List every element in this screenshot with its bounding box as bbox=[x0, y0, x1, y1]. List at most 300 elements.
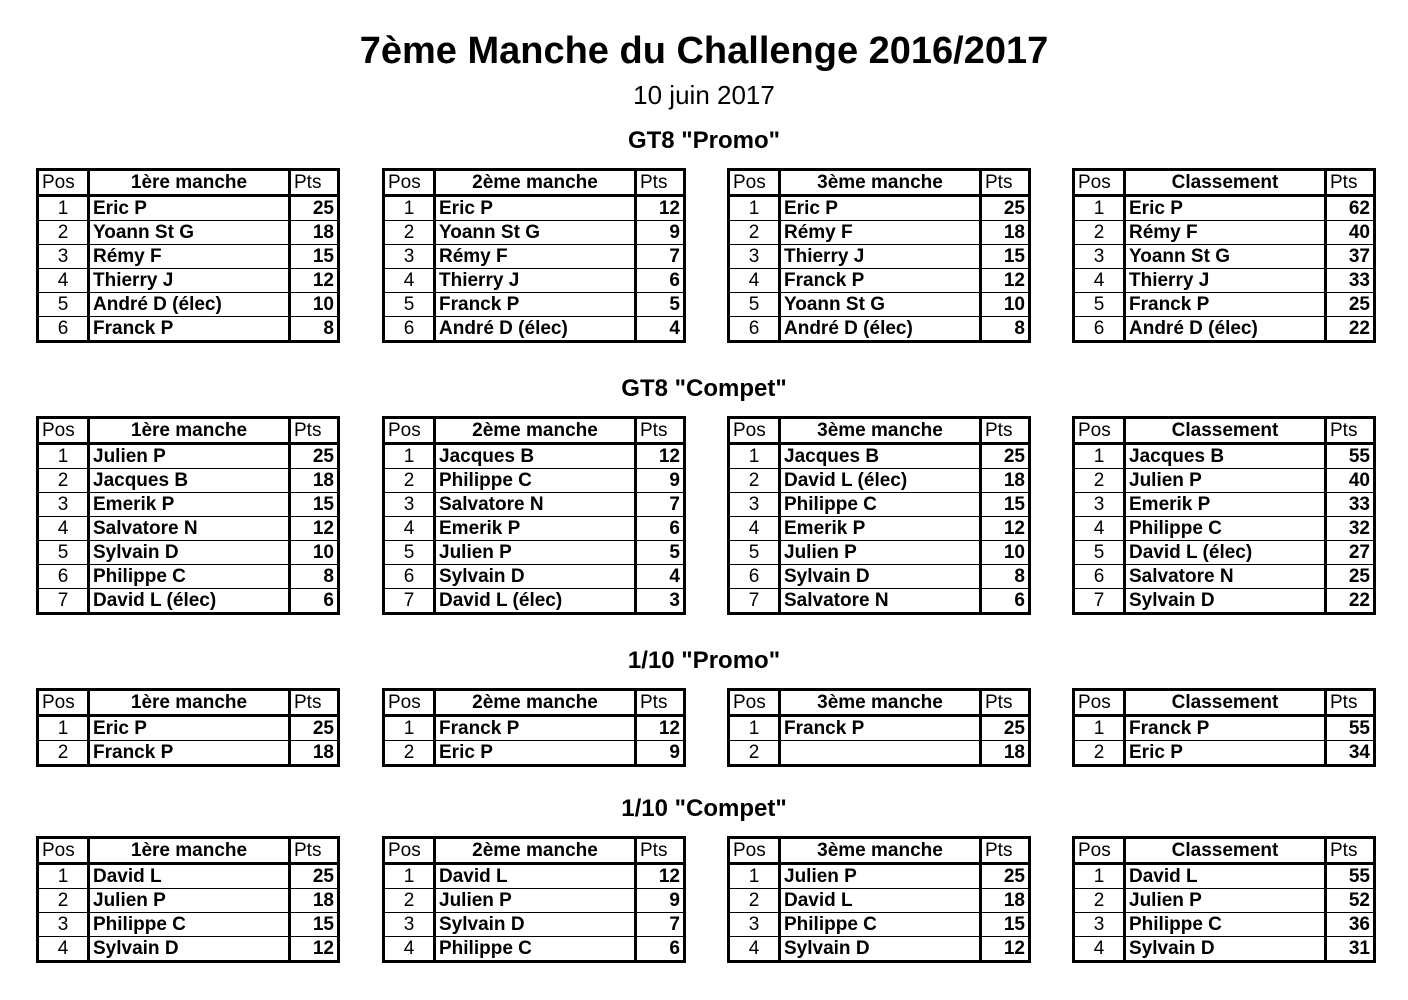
points-cell: 10 bbox=[290, 293, 339, 317]
column-header-round: 3ème manche bbox=[780, 838, 981, 864]
position-cell: 1 bbox=[729, 716, 780, 741]
column-header-round: 3ème manche bbox=[780, 690, 981, 716]
results-table-manche-2 bbox=[382, 416, 686, 615]
position-cell: 3 bbox=[729, 493, 780, 517]
column-header-pos: Pos bbox=[384, 838, 435, 864]
points-cell: 6 bbox=[636, 937, 685, 962]
position-cell: 5 bbox=[1074, 541, 1125, 565]
position-cell: 2 bbox=[38, 889, 89, 913]
driver-name-cell: Eric P bbox=[780, 196, 981, 221]
position-cell: 4 bbox=[1074, 937, 1125, 962]
position-cell: 3 bbox=[384, 913, 435, 937]
points-cell: 8 bbox=[981, 317, 1030, 342]
driver-name-cell: André D (élec) bbox=[89, 293, 290, 317]
position-cell: 1 bbox=[384, 864, 435, 889]
position-cell: 6 bbox=[729, 565, 780, 589]
column-header-round: Classement bbox=[1125, 418, 1326, 444]
points-cell: 10 bbox=[981, 541, 1030, 565]
table-row bbox=[38, 864, 339, 889]
points-cell: 25 bbox=[981, 196, 1030, 221]
driver-name-cell: Eric P bbox=[89, 716, 290, 741]
table-row bbox=[38, 889, 339, 913]
table-row bbox=[384, 221, 685, 245]
column-header-pts: Pts bbox=[1326, 838, 1375, 864]
column-header-round: 2ème manche bbox=[435, 690, 636, 716]
driver-name-cell: Julien P bbox=[780, 541, 981, 565]
position-cell: 2 bbox=[1074, 221, 1125, 245]
results-table-manche-2 bbox=[382, 688, 686, 767]
column-header-pts: Pts bbox=[290, 838, 339, 864]
table-row bbox=[384, 293, 685, 317]
column-header-round: 1ère manche bbox=[89, 690, 290, 716]
points-cell: 25 bbox=[1326, 293, 1375, 317]
table-row bbox=[1074, 913, 1375, 937]
points-cell: 27 bbox=[1326, 541, 1375, 565]
table-row bbox=[729, 245, 1030, 269]
table-row bbox=[384, 317, 685, 342]
results-table-manche-2 bbox=[382, 836, 686, 963]
position-cell: 2 bbox=[729, 889, 780, 913]
driver-name-cell: Rémy F bbox=[89, 245, 290, 269]
position-cell: 3 bbox=[384, 493, 435, 517]
column-header-round: 1ère manche bbox=[89, 170, 290, 196]
table-row bbox=[729, 864, 1030, 889]
position-cell: 2 bbox=[384, 469, 435, 493]
table-header-row bbox=[384, 418, 685, 444]
results-table-manche-1 bbox=[36, 168, 340, 343]
page-title: 7ème Manche du Challenge 2016/2017 bbox=[359, 30, 1049, 72]
driver-name-cell: Julien P bbox=[89, 889, 290, 913]
driver-name-cell: Franck P bbox=[780, 716, 981, 741]
column-header-pos: Pos bbox=[1074, 690, 1125, 716]
points-cell: 33 bbox=[1326, 269, 1375, 293]
table-row bbox=[1074, 589, 1375, 614]
driver-name-cell: Sylvain D bbox=[89, 541, 290, 565]
driver-name-cell: David L bbox=[1125, 864, 1326, 889]
points-cell: 25 bbox=[981, 444, 1030, 469]
points-cell: 18 bbox=[981, 469, 1030, 493]
column-header-pts: Pts bbox=[636, 418, 685, 444]
column-header-round: 3ème manche bbox=[780, 418, 981, 444]
driver-name-cell: Philippe C bbox=[435, 937, 636, 962]
driver-name-cell: Emerik P bbox=[780, 517, 981, 541]
table-row bbox=[729, 269, 1030, 293]
position-cell: 1 bbox=[38, 444, 89, 469]
points-cell: 55 bbox=[1326, 444, 1375, 469]
column-header-pos: Pos bbox=[384, 170, 435, 196]
driver-name-cell: Jacques B bbox=[1125, 444, 1326, 469]
position-cell: 1 bbox=[1074, 444, 1125, 469]
driver-name-cell: Julien P bbox=[89, 444, 290, 469]
table-row bbox=[729, 913, 1030, 937]
section-title: GT8 "Compet" bbox=[621, 375, 787, 402]
points-cell: 34 bbox=[1326, 741, 1375, 766]
points-cell: 7 bbox=[636, 913, 685, 937]
driver-name-cell: Franck P bbox=[89, 741, 290, 766]
driver-name-cell bbox=[780, 741, 981, 766]
position-cell: 3 bbox=[729, 913, 780, 937]
points-cell: 4 bbox=[636, 565, 685, 589]
driver-name-cell: Eric P bbox=[435, 196, 636, 221]
results-table-classement bbox=[1072, 688, 1376, 767]
driver-name-cell: Sylvain D bbox=[89, 937, 290, 962]
table-row bbox=[38, 196, 339, 221]
table-header-row bbox=[1074, 170, 1375, 196]
table-row bbox=[384, 716, 685, 741]
position-cell: 6 bbox=[1074, 565, 1125, 589]
column-header-pos: Pos bbox=[384, 418, 435, 444]
points-cell: 18 bbox=[981, 741, 1030, 766]
position-cell: 1 bbox=[729, 196, 780, 221]
points-cell: 40 bbox=[1326, 469, 1375, 493]
position-cell: 1 bbox=[38, 864, 89, 889]
driver-name-cell: Yoann St G bbox=[89, 221, 290, 245]
table-row bbox=[38, 517, 339, 541]
section-title: 1/10 "Compet" bbox=[621, 795, 787, 822]
driver-name-cell: Franck P bbox=[435, 293, 636, 317]
column-header-pts: Pts bbox=[1326, 690, 1375, 716]
table-row bbox=[729, 716, 1030, 741]
points-cell: 10 bbox=[290, 541, 339, 565]
column-header-pos: Pos bbox=[729, 418, 780, 444]
position-cell: 5 bbox=[1074, 293, 1125, 317]
table-row bbox=[38, 317, 339, 342]
position-cell: 4 bbox=[384, 517, 435, 541]
table-row bbox=[38, 716, 339, 741]
driver-name-cell: Philippe C bbox=[435, 469, 636, 493]
driver-name-cell: David L bbox=[89, 864, 290, 889]
table-header-row bbox=[384, 170, 685, 196]
position-cell: 5 bbox=[384, 541, 435, 565]
points-cell: 12 bbox=[981, 517, 1030, 541]
driver-name-cell: Salvatore N bbox=[435, 493, 636, 517]
points-cell: 6 bbox=[636, 517, 685, 541]
points-cell: 12 bbox=[981, 269, 1030, 293]
table-row bbox=[384, 913, 685, 937]
points-cell: 6 bbox=[981, 589, 1030, 614]
position-cell: 5 bbox=[729, 541, 780, 565]
points-cell: 32 bbox=[1326, 517, 1375, 541]
column-header-round: 2ème manche bbox=[435, 838, 636, 864]
column-header-pts: Pts bbox=[290, 690, 339, 716]
position-cell: 4 bbox=[1074, 269, 1125, 293]
column-header-pos: Pos bbox=[1074, 418, 1125, 444]
position-cell: 1 bbox=[729, 444, 780, 469]
results-table-classement bbox=[1072, 168, 1376, 343]
points-cell: 10 bbox=[981, 293, 1030, 317]
column-header-pos: Pos bbox=[38, 690, 89, 716]
table-header-row bbox=[1074, 418, 1375, 444]
column-header-round: 1ère manche bbox=[89, 418, 290, 444]
driver-name-cell: Rémy F bbox=[1125, 221, 1326, 245]
points-cell: 6 bbox=[636, 269, 685, 293]
table-row bbox=[38, 269, 339, 293]
table-row bbox=[1074, 293, 1375, 317]
driver-name-cell: Franck P bbox=[780, 269, 981, 293]
driver-name-cell: David L (élec) bbox=[435, 589, 636, 614]
points-cell: 9 bbox=[636, 469, 685, 493]
position-cell: 7 bbox=[384, 589, 435, 614]
points-cell: 37 bbox=[1326, 245, 1375, 269]
table-row bbox=[38, 913, 339, 937]
points-cell: 18 bbox=[981, 221, 1030, 245]
table-row bbox=[384, 589, 685, 614]
points-cell: 5 bbox=[636, 541, 685, 565]
table-header-row bbox=[38, 838, 339, 864]
points-cell: 25 bbox=[290, 716, 339, 741]
table-row bbox=[729, 469, 1030, 493]
table-row bbox=[38, 565, 339, 589]
table-row bbox=[384, 245, 685, 269]
position-cell: 5 bbox=[384, 293, 435, 317]
driver-name-cell: Philippe C bbox=[89, 565, 290, 589]
position-cell: 5 bbox=[729, 293, 780, 317]
column-header-pos: Pos bbox=[38, 170, 89, 196]
driver-name-cell: Eric P bbox=[1125, 196, 1326, 221]
position-cell: 4 bbox=[729, 937, 780, 962]
position-cell: 6 bbox=[384, 317, 435, 342]
column-header-round: 1ère manche bbox=[89, 838, 290, 864]
table-row bbox=[729, 589, 1030, 614]
results-table-manche-1 bbox=[36, 416, 340, 615]
driver-name-cell: Sylvain D bbox=[435, 565, 636, 589]
points-cell: 33 bbox=[1326, 493, 1375, 517]
table-row bbox=[729, 293, 1030, 317]
table-row bbox=[384, 444, 685, 469]
results-table-classement bbox=[1072, 836, 1376, 963]
table-row bbox=[384, 493, 685, 517]
driver-name-cell: Eric P bbox=[1125, 741, 1326, 766]
driver-name-cell: Philippe C bbox=[1125, 913, 1326, 937]
section-title: 1/10 "Promo" bbox=[627, 647, 781, 674]
driver-name-cell: André D (élec) bbox=[435, 317, 636, 342]
driver-name-cell: Julien P bbox=[435, 889, 636, 913]
position-cell: 2 bbox=[38, 469, 89, 493]
column-header-pos: Pos bbox=[38, 838, 89, 864]
points-cell: 12 bbox=[636, 196, 685, 221]
table-row bbox=[1074, 444, 1375, 469]
table-row bbox=[38, 493, 339, 517]
results-table-manche-3 bbox=[727, 836, 1031, 963]
points-cell: 12 bbox=[290, 269, 339, 293]
position-cell: 3 bbox=[1074, 245, 1125, 269]
driver-name-cell: André D (élec) bbox=[1125, 317, 1326, 342]
position-cell: 7 bbox=[729, 589, 780, 614]
position-cell: 7 bbox=[1074, 589, 1125, 614]
position-cell: 1 bbox=[1074, 716, 1125, 741]
position-cell: 2 bbox=[384, 221, 435, 245]
position-cell: 2 bbox=[384, 889, 435, 913]
driver-name-cell: Jacques B bbox=[780, 444, 981, 469]
position-cell: 3 bbox=[38, 245, 89, 269]
driver-name-cell: Rémy F bbox=[435, 245, 636, 269]
driver-name-cell: Sylvain D bbox=[435, 913, 636, 937]
points-cell: 15 bbox=[981, 913, 1030, 937]
position-cell: 4 bbox=[384, 269, 435, 293]
table-row bbox=[38, 469, 339, 493]
position-cell: 1 bbox=[1074, 196, 1125, 221]
table-row bbox=[1074, 889, 1375, 913]
column-header-pts: Pts bbox=[981, 690, 1030, 716]
position-cell: 4 bbox=[384, 937, 435, 962]
points-cell: 12 bbox=[290, 517, 339, 541]
points-cell: 12 bbox=[636, 444, 685, 469]
driver-name-cell: Philippe C bbox=[1125, 517, 1326, 541]
position-cell: 1 bbox=[729, 864, 780, 889]
position-cell: 2 bbox=[729, 221, 780, 245]
table-row bbox=[384, 469, 685, 493]
points-cell: 9 bbox=[636, 889, 685, 913]
position-cell: 1 bbox=[384, 716, 435, 741]
driver-name-cell: Thierry J bbox=[435, 269, 636, 293]
position-cell: 1 bbox=[384, 196, 435, 221]
table-row bbox=[384, 889, 685, 913]
points-cell: 15 bbox=[290, 913, 339, 937]
position-cell: 4 bbox=[38, 517, 89, 541]
points-cell: 12 bbox=[636, 864, 685, 889]
table-header-row bbox=[1074, 690, 1375, 716]
table-row bbox=[729, 317, 1030, 342]
column-header-pts: Pts bbox=[1326, 170, 1375, 196]
table-row bbox=[729, 221, 1030, 245]
driver-name-cell: Sylvain D bbox=[1125, 589, 1326, 614]
position-cell: 3 bbox=[384, 245, 435, 269]
driver-name-cell: Yoann St G bbox=[780, 293, 981, 317]
points-cell: 55 bbox=[1326, 864, 1375, 889]
table-row bbox=[384, 864, 685, 889]
table-header-row bbox=[729, 838, 1030, 864]
column-header-round: Classement bbox=[1125, 170, 1326, 196]
column-header-pos: Pos bbox=[38, 418, 89, 444]
position-cell: 3 bbox=[38, 493, 89, 517]
driver-name-cell: Eric P bbox=[89, 196, 290, 221]
driver-name-cell: Thierry J bbox=[89, 269, 290, 293]
driver-name-cell: Rémy F bbox=[780, 221, 981, 245]
column-header-round: 2ème manche bbox=[435, 418, 636, 444]
driver-name-cell: Philippe C bbox=[780, 913, 981, 937]
table-row bbox=[1074, 565, 1375, 589]
points-cell: 12 bbox=[290, 937, 339, 962]
section-title: GT8 "Promo" bbox=[627, 127, 781, 154]
position-cell: 6 bbox=[38, 565, 89, 589]
points-cell: 40 bbox=[1326, 221, 1375, 245]
table-row bbox=[1074, 716, 1375, 741]
points-cell: 52 bbox=[1326, 889, 1375, 913]
driver-name-cell: Julien P bbox=[780, 864, 981, 889]
driver-name-cell: David L (élec) bbox=[89, 589, 290, 614]
event-date: 10 juin 2017 bbox=[633, 80, 775, 110]
driver-name-cell: Sylvain D bbox=[780, 937, 981, 962]
points-cell: 8 bbox=[981, 565, 1030, 589]
points-cell: 18 bbox=[290, 469, 339, 493]
table-row bbox=[1074, 741, 1375, 766]
position-cell: 2 bbox=[38, 741, 89, 766]
results-table-manche-1 bbox=[36, 836, 340, 963]
table-row bbox=[729, 196, 1030, 221]
driver-name-cell: Julien P bbox=[1125, 469, 1326, 493]
position-cell: 4 bbox=[729, 269, 780, 293]
table-row bbox=[1074, 864, 1375, 889]
table-row bbox=[38, 293, 339, 317]
points-cell: 4 bbox=[636, 317, 685, 342]
table-row bbox=[1074, 317, 1375, 342]
column-header-round: 3ème manche bbox=[780, 170, 981, 196]
driver-name-cell: Philippe C bbox=[89, 913, 290, 937]
points-cell: 8 bbox=[290, 565, 339, 589]
position-cell: 5 bbox=[38, 541, 89, 565]
table-row bbox=[1074, 469, 1375, 493]
table-header-row bbox=[38, 690, 339, 716]
table-row bbox=[1074, 269, 1375, 293]
table-header-row bbox=[729, 170, 1030, 196]
table-row bbox=[384, 937, 685, 962]
table-row bbox=[1074, 541, 1375, 565]
table-row bbox=[38, 741, 339, 766]
table-row bbox=[1074, 245, 1375, 269]
table-row bbox=[1074, 937, 1375, 962]
points-cell: 3 bbox=[636, 589, 685, 614]
table-row bbox=[729, 493, 1030, 517]
table-header-row bbox=[38, 170, 339, 196]
table-row bbox=[1074, 221, 1375, 245]
table-row bbox=[729, 565, 1030, 589]
position-cell: 1 bbox=[38, 716, 89, 741]
table-header-row bbox=[729, 690, 1030, 716]
driver-name-cell: Jacques B bbox=[89, 469, 290, 493]
column-header-pts: Pts bbox=[981, 418, 1030, 444]
driver-name-cell: David L (élec) bbox=[1125, 541, 1326, 565]
driver-name-cell: Julien P bbox=[435, 541, 636, 565]
points-cell: 25 bbox=[981, 716, 1030, 741]
points-cell: 6 bbox=[290, 589, 339, 614]
column-header-pos: Pos bbox=[384, 690, 435, 716]
column-header-pts: Pts bbox=[636, 838, 685, 864]
results-table-manche-2 bbox=[382, 168, 686, 343]
table-row bbox=[38, 937, 339, 962]
driver-name-cell: Emerik P bbox=[435, 517, 636, 541]
points-cell: 22 bbox=[1326, 317, 1375, 342]
points-cell: 7 bbox=[636, 493, 685, 517]
position-cell: 1 bbox=[384, 444, 435, 469]
points-cell: 15 bbox=[981, 245, 1030, 269]
points-cell: 25 bbox=[290, 196, 339, 221]
position-cell: 5 bbox=[38, 293, 89, 317]
column-header-pts: Pts bbox=[290, 418, 339, 444]
table-row bbox=[38, 221, 339, 245]
table-row bbox=[729, 741, 1030, 766]
driver-name-cell: André D (élec) bbox=[780, 317, 981, 342]
driver-name-cell: Yoann St G bbox=[1125, 245, 1326, 269]
position-cell: 2 bbox=[38, 221, 89, 245]
driver-name-cell: Salvatore N bbox=[780, 589, 981, 614]
table-row bbox=[729, 889, 1030, 913]
column-header-pts: Pts bbox=[636, 690, 685, 716]
table-row bbox=[38, 541, 339, 565]
position-cell: 3 bbox=[38, 913, 89, 937]
table-header-row bbox=[384, 690, 685, 716]
column-header-pos: Pos bbox=[1074, 170, 1125, 196]
driver-name-cell: Thierry J bbox=[780, 245, 981, 269]
table-header-row bbox=[384, 838, 685, 864]
results-table-manche-1 bbox=[36, 688, 340, 767]
points-cell: 25 bbox=[1326, 565, 1375, 589]
position-cell: 2 bbox=[384, 741, 435, 766]
table-header-row bbox=[38, 418, 339, 444]
position-cell: 2 bbox=[1074, 469, 1125, 493]
table-row bbox=[38, 245, 339, 269]
position-cell: 2 bbox=[1074, 741, 1125, 766]
position-cell: 6 bbox=[1074, 317, 1125, 342]
